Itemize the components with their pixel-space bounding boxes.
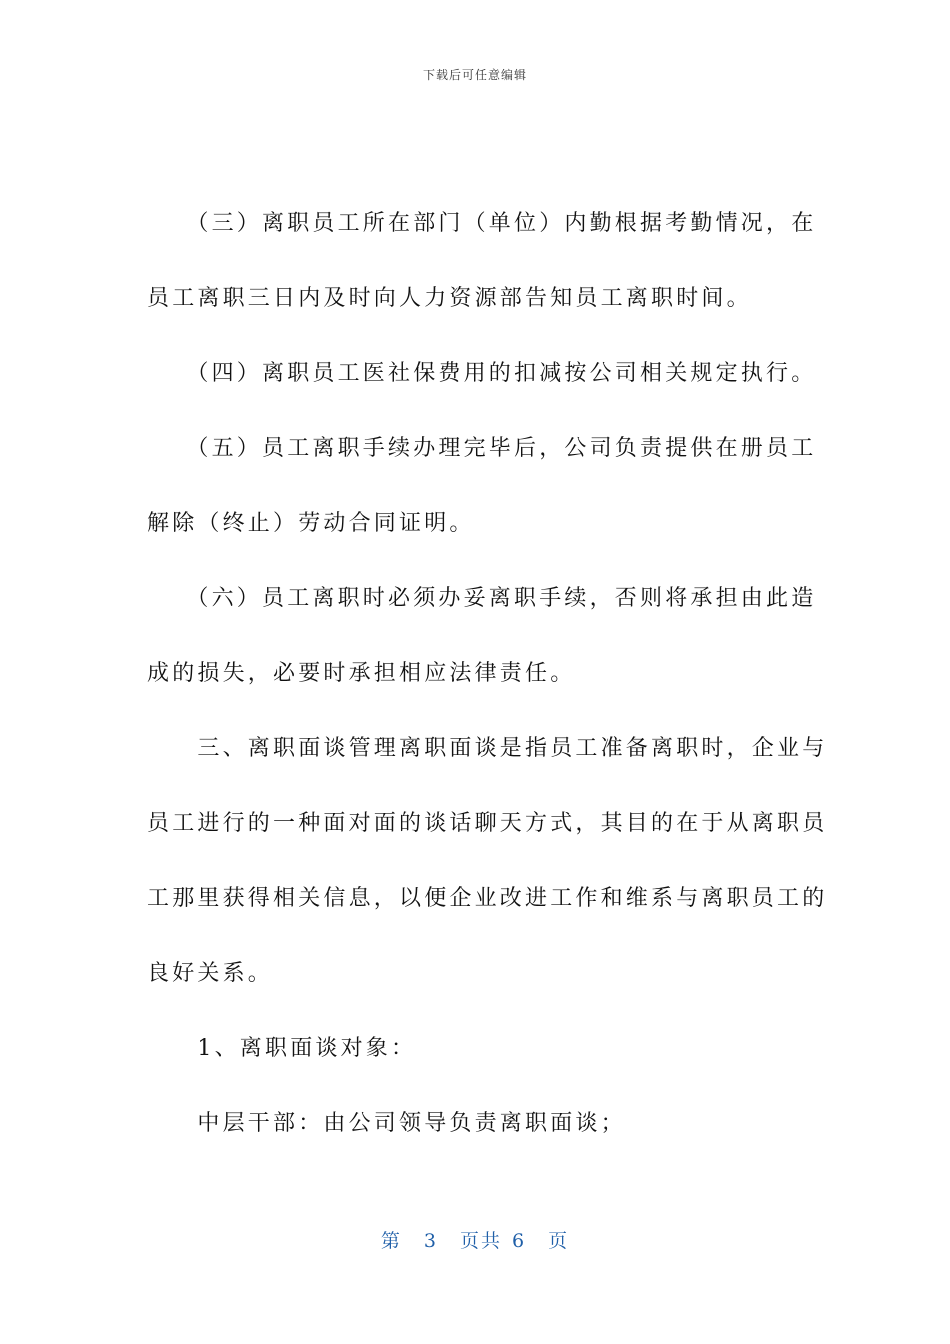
body-line: 员工进行的一种面对面的谈话聊天方式，其目的在于从离职员 <box>147 811 828 836</box>
footer-suffix: 页 <box>548 1230 570 1252</box>
body-line: （四）离职员工医社保费用的扣减按公司相关规定执行。 <box>147 361 817 386</box>
body-line: 三、离职面谈管理离职面谈是指员工准备离职时，企业与 <box>147 736 828 761</box>
page-header: 下载后可任意编辑 <box>422 68 527 82</box>
body-line: 解除（终止）劳动合同证明。 <box>147 511 475 536</box>
footer-page-number: 3 <box>423 1230 438 1252</box>
footer-total-pages: 6 <box>512 1230 527 1252</box>
body-line: （六）员工离职时必须办妥离职手续，否则将承担由此造 <box>147 586 817 611</box>
body-line: 员工离职三日内及时向人力资源部告知员工离职时间。 <box>147 286 752 311</box>
footer-middle: 页共 <box>459 1230 502 1252</box>
body-line: 良好关系。 <box>147 961 274 986</box>
footer-prefix: 第 <box>380 1230 402 1252</box>
body-line: 工那里获得相关信息，以便企业改进工作和维系与离职员工的 <box>147 886 828 911</box>
body-line: 1、离职面谈对象： <box>147 1036 417 1061</box>
body-line: 成的损失，必要时承担相应法律责任。 <box>147 661 576 686</box>
body-line: （五）员工离职手续办理完毕后，公司负责提供在册员工 <box>147 436 817 461</box>
body-line: （三）离职员工所在部门（单位）内勤根据考勤情况，在 <box>147 211 817 236</box>
page-footer <box>0 1226 950 1253</box>
body-line: 中层干部：由公司领导负责离职面谈； <box>147 1111 626 1136</box>
